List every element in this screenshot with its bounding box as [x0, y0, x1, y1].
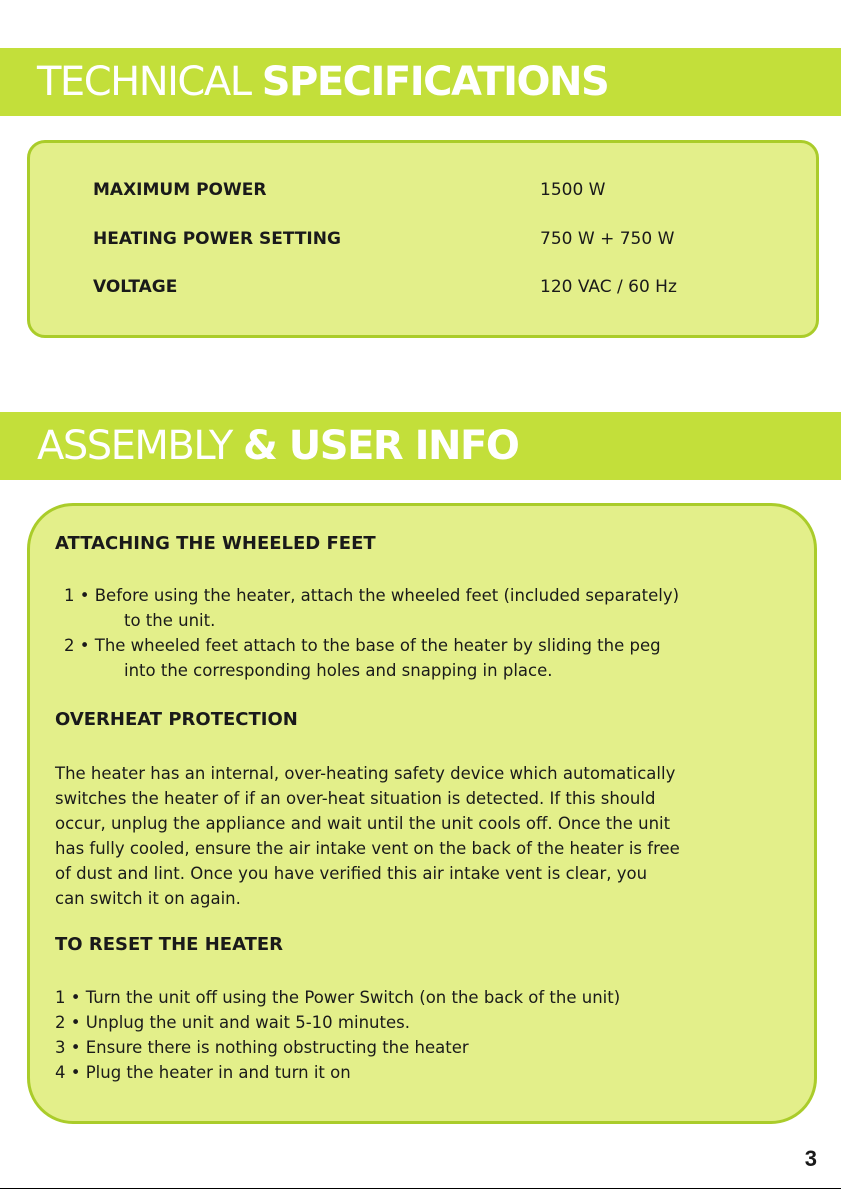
- assembly-section-banner: [0, 412, 841, 480]
- reset-step-4: 4 • Plug the heater in and turn it on: [55, 1063, 351, 1082]
- page-number: 3: [804, 1146, 817, 1171]
- paragraph-line: switches the heater of if an over-heat situation is detected. If this should: [55, 789, 656, 808]
- reset-heading: TO RESET THE HEATER: [55, 934, 284, 955]
- specs-banner-light-text: TECHNICAL: [37, 59, 251, 105]
- wheeled-feet-step-2: [64, 633, 794, 683]
- assembly-banner-light-text: ASSEMBLY: [37, 423, 232, 469]
- overheat-paragraph: [55, 761, 795, 911]
- paragraph-line: of dust and lint. Once you have verified this air intake vent is clear, you: [55, 864, 648, 883]
- step-text-continued: into the corresponding holes and snapping in place.: [124, 661, 553, 680]
- wheeled-feet-heading: ATTACHING THE WHEELED FEET: [55, 533, 376, 554]
- step-text: Before using the heater, attach the wheeled feet (included separately): [94, 586, 680, 605]
- overheat-heading: OVERHEAT PROTECTION: [55, 709, 298, 730]
- specs-section-banner: [0, 48, 841, 116]
- wheeled-feet-step-1: [64, 583, 794, 633]
- paragraph-line: occur, unplug the appliance and wait until the unit cools off. Once the unit: [55, 814, 671, 833]
- specs-panel: [27, 140, 819, 338]
- step-number: 1 •: [64, 586, 90, 605]
- footer-rule: [0, 1188, 841, 1189]
- paragraph-line: The heater has an internal, over-heating safety device which automatically: [55, 764, 676, 783]
- reset-step-3: 3 • Ensure there is nothing obstructing the heater: [55, 1038, 469, 1057]
- spec-value-max-power: 1500 W: [540, 180, 606, 200]
- reset-step-2: 2 • Unplug the unit and wait 5-10 minutes.: [55, 1013, 410, 1032]
- assembly-panel: [27, 503, 817, 1124]
- spec-value-heating-power: 750 W + 750 W: [540, 229, 675, 249]
- spec-value-voltage: 120 VAC / 60 Hz: [540, 277, 677, 297]
- step-text: The wheeled feet attach to the base of the heater by sliding the peg: [94, 636, 661, 655]
- step-text-continued: to the unit.: [124, 611, 216, 630]
- assembly-banner-bold-text: & USER INFO: [243, 423, 519, 469]
- specs-banner-bold-text: SPECIFICATIONS: [261, 59, 609, 105]
- spec-label-heating-power: HEATING POWER SETTING: [93, 229, 341, 249]
- step-number: 2 •: [64, 636, 90, 655]
- reset-step-1: 1 • Turn the unit off using the Power Switch (on the back of the unit): [55, 988, 621, 1007]
- paragraph-line: can switch it on again.: [55, 889, 241, 908]
- spec-label-voltage: VOLTAGE: [93, 277, 178, 297]
- spec-label-max-power: MAXIMUM POWER: [93, 180, 267, 200]
- paragraph-line: has fully cooled, ensure the air intake vent on the back of the heater is free: [55, 839, 680, 858]
